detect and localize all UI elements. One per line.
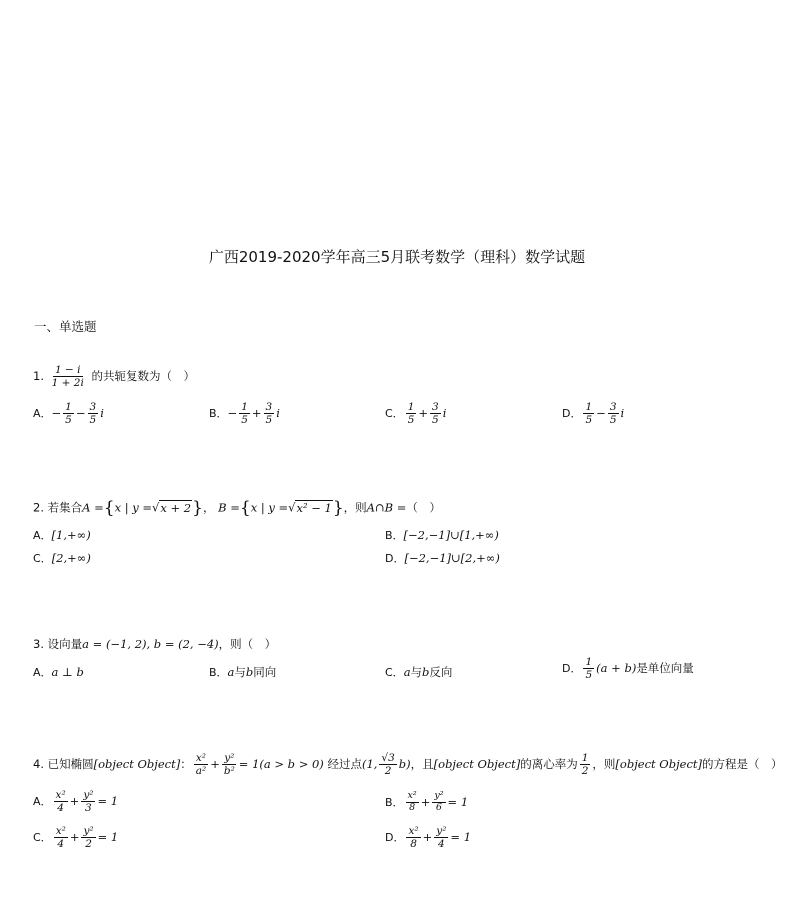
option-label: D．	[385, 552, 405, 565]
option-label: A．	[33, 795, 52, 809]
option-label: D．	[562, 662, 582, 676]
sign: −	[51, 406, 62, 421]
numerator: y²	[83, 825, 94, 837]
option-value: [1,+∞)	[51, 528, 91, 542]
denominator: 4	[57, 838, 65, 851]
question-text: 的方程是（ ）	[702, 757, 783, 772]
brace: }	[332, 498, 344, 518]
denominator: 5	[89, 414, 97, 427]
numerator: 1	[585, 401, 593, 413]
numerator: x²	[195, 752, 207, 764]
q3-option-a[interactable]	[33, 664, 84, 680]
vector-b: b	[422, 665, 430, 679]
numerator: 1	[241, 401, 248, 413]
option-label: B．	[385, 529, 404, 542]
plus: +	[210, 757, 220, 772]
option-label: C．	[33, 552, 52, 565]
option-label: C．	[385, 666, 404, 679]
question-text: 的离心率为	[520, 757, 578, 772]
denominator: b²	[223, 765, 235, 778]
colon: ：	[180, 757, 192, 772]
numerator: 1	[585, 656, 593, 668]
option-label: B．	[209, 666, 228, 679]
fraction	[264, 401, 275, 426]
numerator: 1	[407, 401, 415, 413]
numerator: 3	[265, 401, 273, 413]
question-1-stem	[33, 364, 195, 389]
question-number: 1.	[33, 369, 44, 384]
fraction	[81, 789, 95, 814]
q3-option-d[interactable]	[562, 656, 694, 681]
fraction	[608, 401, 619, 426]
denominator: 6	[435, 801, 442, 813]
numerator: √3	[381, 752, 395, 764]
numerator: x²	[55, 825, 66, 837]
denominator: 8	[410, 838, 417, 851]
numerator: 3	[432, 401, 439, 413]
numerator: 1	[65, 401, 72, 413]
question-text: 经过点	[327, 757, 362, 772]
fraction	[580, 752, 591, 777]
option-label: C．	[33, 831, 52, 845]
option-value: [−2,−1]∪[1,+∞)	[403, 528, 499, 542]
denominator: 5	[609, 414, 617, 427]
denominator: 4	[438, 838, 445, 851]
fraction	[379, 752, 396, 777]
fraction	[239, 401, 250, 426]
numerator: y²	[224, 752, 235, 764]
q1-option-a[interactable]	[33, 401, 104, 426]
vector-definition: a = (−1, 2), b = (2, −4)	[82, 637, 219, 651]
numerator: y²	[434, 790, 444, 801]
ellipse-name: [object Object]	[433, 757, 521, 772]
option-value: [2,+∞)	[51, 551, 91, 565]
option-label: A．	[33, 666, 52, 679]
option-value: [−2,−1]∪[2,+∞)	[404, 551, 500, 565]
fraction	[583, 656, 594, 681]
fraction	[434, 825, 448, 850]
ellipse-name: [object Object]	[93, 757, 181, 772]
sign: −	[227, 406, 238, 421]
fraction	[222, 752, 237, 777]
denominator: 2	[384, 765, 392, 778]
set-a-label: A =	[82, 500, 104, 515]
numerator: 3	[89, 401, 97, 413]
q2-option-d[interactable]	[385, 550, 500, 566]
fraction	[583, 401, 594, 426]
equals: = 1	[97, 830, 119, 845]
option-text: 反向	[429, 665, 453, 679]
denominator: 4	[57, 802, 64, 815]
vector-sum: (a + b)	[596, 661, 637, 676]
question-2-stem	[33, 498, 441, 518]
question-text: ，则（ ）	[218, 637, 277, 651]
ellipse-name: [object Object]	[615, 757, 702, 772]
numerator: 3	[609, 401, 617, 413]
page-title: 广西2019-2020学年高三5月联考数学（理科）数学试题	[208, 248, 586, 266]
numerator: x²	[408, 825, 419, 837]
option-text: 同向	[253, 665, 277, 679]
q1-option-c[interactable]	[385, 401, 446, 426]
connector: 与	[234, 665, 246, 679]
radicand: x + 2	[160, 500, 192, 515]
question-text: ，则	[343, 500, 367, 515]
brace: }	[192, 498, 203, 518]
fraction	[54, 789, 68, 814]
sqrt: √x² − 1	[288, 500, 332, 515]
denominator: 5	[265, 414, 273, 427]
question-number: 3.	[33, 637, 44, 651]
question-number: 2.	[33, 500, 44, 515]
question-3-stem	[33, 636, 276, 652]
option-label: B．	[209, 407, 228, 421]
vector-b: b	[245, 665, 254, 679]
connector: 与	[410, 665, 423, 679]
answer-blank: （ ）	[406, 500, 441, 515]
sign: +	[418, 406, 429, 421]
fraction	[54, 825, 68, 850]
sign: +	[251, 406, 262, 421]
denominator: 5	[407, 414, 415, 427]
denominator: 5	[432, 414, 439, 427]
q3-option-c[interactable]	[385, 664, 452, 680]
brace: {	[103, 498, 115, 518]
vector-a: a	[403, 665, 411, 679]
denominator: 2	[581, 765, 589, 778]
q2-option-c[interactable]	[33, 550, 91, 566]
question-text: 设向量	[47, 637, 83, 651]
question-text: 的共轭复数为（ ）	[91, 369, 195, 384]
sign: −	[596, 406, 606, 421]
denominator: 2	[85, 838, 92, 851]
equals: = 1	[238, 757, 260, 772]
sign: −	[75, 406, 86, 421]
imag-unit: i	[442, 406, 447, 421]
q3-option-b[interactable]	[209, 664, 276, 680]
option-label: D．	[562, 407, 582, 421]
equals: = 1	[447, 794, 469, 809]
question-4-stem	[33, 752, 783, 777]
fraction	[406, 791, 419, 814]
imag-unit: i	[100, 406, 104, 421]
fraction	[81, 825, 95, 850]
set-a-body: x | y =	[114, 500, 153, 515]
numerator: y²	[436, 825, 447, 837]
sqrt: √x + 2	[152, 500, 192, 515]
brace: {	[239, 498, 251, 518]
numerator: y²	[83, 789, 94, 801]
separator: ，	[202, 500, 215, 515]
q2-option-b[interactable]	[385, 527, 499, 543]
q4-option-b[interactable]: B． $\frac{\text{x²}}{8}$ + $\frac{\text{y²}}{6}$ = 1	[385, 790, 469, 813]
q2-option-a[interactable]	[33, 527, 91, 543]
question-number: 4.	[33, 757, 44, 772]
option-value: a ⊥ b	[51, 665, 84, 679]
denominator: a²	[195, 765, 207, 778]
denominator: 8	[409, 801, 416, 813]
numerator: 1 − i	[54, 364, 81, 376]
imag-unit: i	[276, 406, 280, 421]
q4-option-a[interactable]: A． $\frac{\text{x²}}{4}$ + $\frac{\text{y²}}{3}$ = 1	[33, 789, 119, 815]
question-text: 若集合	[47, 500, 83, 515]
option-label: D．	[385, 831, 405, 845]
set-b-body: x | y =	[250, 500, 289, 515]
fraction	[432, 791, 445, 814]
fraction	[63, 401, 74, 426]
q1-option-d[interactable]	[562, 401, 624, 426]
q1-option-b[interactable]	[209, 401, 280, 426]
q4-option-d[interactable]: D． $\frac{\text{x²}}{8}$ + $\frac{\text{y²}}{4}$ = 1	[385, 825, 472, 851]
equals: = 1	[450, 830, 472, 845]
option-label: A．	[33, 407, 52, 421]
question-text: ，则	[592, 757, 616, 772]
denominator: 1 + 2i	[51, 377, 84, 390]
imag-unit: i	[620, 406, 625, 421]
question-text: ，且	[410, 757, 434, 772]
intersection-expr: A∩B =	[366, 500, 407, 515]
denominator: 5	[585, 414, 593, 427]
denominator: 3	[85, 802, 92, 815]
point: (1,	[361, 757, 378, 772]
fraction	[50, 364, 86, 389]
denominator: 5	[585, 669, 593, 682]
section-heading: 一、单选题	[34, 319, 97, 334]
option-label: B．	[385, 795, 404, 809]
point: b)	[398, 757, 411, 772]
numerator: x²	[55, 789, 66, 801]
question-text: 已知椭圆	[47, 757, 94, 772]
set-b-label: B =	[218, 500, 240, 515]
q4-option-c[interactable]: C． $\frac{\text{x²}}{4}$ + $\frac{\text{y²}}{2}$ = 1	[33, 825, 119, 851]
equals: = 1	[97, 794, 119, 809]
fraction	[88, 401, 99, 426]
fraction	[194, 752, 208, 777]
denominator: 5	[241, 414, 248, 427]
denominator: 5	[65, 414, 72, 427]
radicand: x² − 1	[296, 500, 332, 515]
fraction	[430, 401, 441, 426]
condition: (a > b > 0)	[259, 757, 324, 772]
option-label: C．	[385, 407, 404, 421]
fraction	[406, 825, 420, 850]
fraction	[406, 401, 417, 426]
numerator: 1	[581, 752, 589, 764]
numerator: x²	[407, 790, 417, 801]
option-text: 是单位向量	[636, 661, 694, 676]
vector-a: a	[227, 665, 235, 679]
option-label: A．	[33, 529, 52, 542]
